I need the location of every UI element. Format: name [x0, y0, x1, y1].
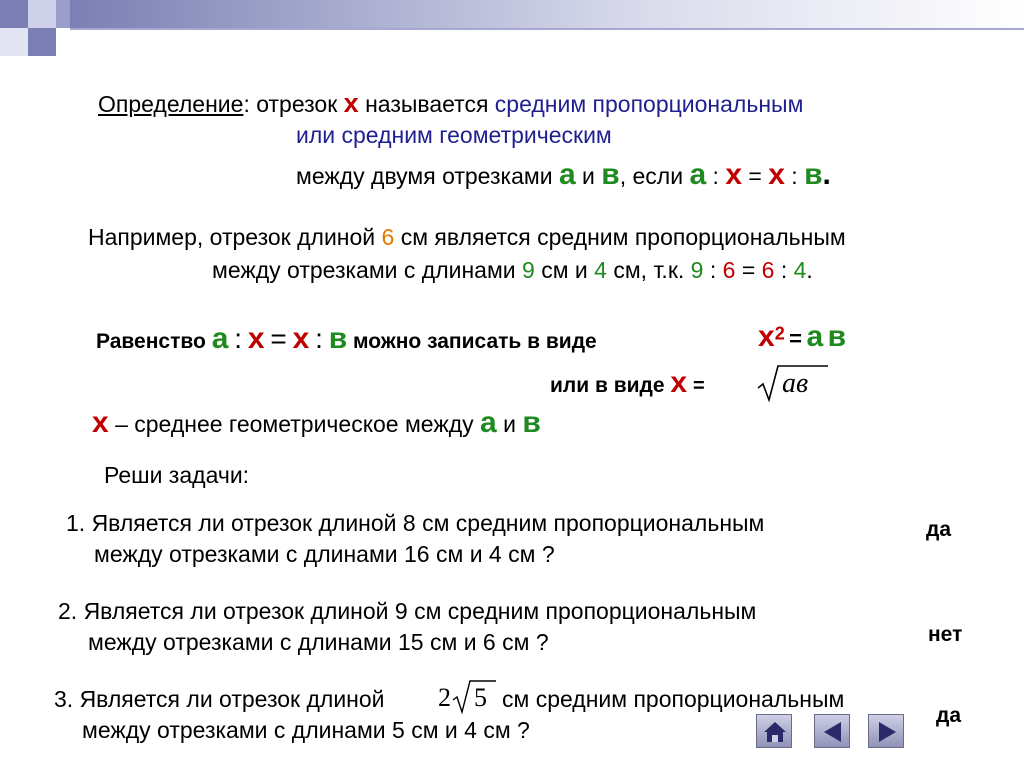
- var-a: а: [480, 406, 497, 439]
- text: отрезок: [256, 91, 338, 117]
- colon: :: [243, 91, 250, 117]
- ratio-sep: :: [315, 323, 323, 354]
- number: 6: [761, 257, 775, 283]
- text: называется: [365, 91, 489, 117]
- example-line-2: между отрезками с длинами 9 см и 4 см, т.к. 9 : 6 = 6 : 4.: [212, 257, 813, 283]
- var-b: в: [328, 322, 348, 355]
- var-b: в: [601, 158, 620, 191]
- text: и: [503, 411, 516, 437]
- var-x: х: [758, 320, 775, 353]
- equality-line: [96, 322, 597, 356]
- term-geometric-mean: или средним геометрическим: [296, 122, 612, 148]
- number: 4: [594, 257, 607, 283]
- definition-label: Определение: [98, 91, 244, 117]
- gm-definition-line: [92, 406, 541, 440]
- task-1-line-2: между отрезками с длинами 16 см и 4 см ?: [94, 541, 555, 567]
- ratio-sep: :: [791, 163, 798, 189]
- var-x: х: [768, 158, 785, 191]
- text: см является средним пропорциональным: [400, 224, 846, 250]
- var-b: в: [522, 406, 541, 439]
- text: , если: [619, 163, 684, 189]
- forward-button[interactable]: [868, 714, 904, 748]
- definition-line-1: [98, 88, 803, 119]
- var-b: в: [827, 320, 847, 353]
- task-3-line-2: между отрезками с длинами 5 см и 4 см ?: [82, 717, 530, 743]
- term-mean-proportional: средним пропорциональным: [494, 91, 804, 117]
- two-sqrt-five: [438, 678, 498, 716]
- ratio-sep: :: [234, 323, 242, 354]
- var-x: х: [247, 322, 265, 355]
- dot: .: [806, 257, 813, 283]
- task-3-line-1a: 3. Является ли отрезок длиной: [54, 686, 385, 712]
- back-button[interactable]: [814, 714, 850, 748]
- definition-line-2: [296, 122, 612, 149]
- var-a: а: [211, 322, 229, 355]
- number: 9: [522, 257, 535, 283]
- var-x: х: [670, 366, 688, 399]
- radicand: ав: [782, 368, 809, 399]
- equals: =: [270, 323, 287, 354]
- task-3-line-1b: см средним пропорциональным: [502, 686, 845, 712]
- var-x: х: [343, 88, 359, 118]
- task-1-answer: да: [926, 518, 952, 541]
- text: см, т.к.: [613, 257, 685, 283]
- dot: .: [822, 158, 831, 191]
- text: между отрезками с длинами: [212, 257, 516, 283]
- tasks-heading: Реши задачи:: [104, 462, 250, 488]
- arrow-right-icon: [869, 715, 905, 749]
- var-x: х: [725, 158, 742, 191]
- coefficient: 2: [438, 683, 451, 712]
- example-line-1: [88, 224, 846, 251]
- exponent: 2: [774, 323, 785, 344]
- task-2-line-1: 2. Является ли отрезок длиной 9 см средним пропорциональным: [58, 598, 757, 624]
- number: 4: [793, 257, 807, 283]
- x-squared-formula: [758, 320, 846, 354]
- var-a: а: [558, 158, 576, 191]
- ratio-sep: :: [712, 163, 719, 189]
- sqrt-ab: [756, 362, 828, 402]
- home-icon: [757, 715, 793, 749]
- number: 9: [690, 257, 704, 283]
- definition-line-3: [296, 158, 831, 192]
- task-2-answer: нет: [928, 623, 963, 646]
- equals: =: [789, 326, 803, 351]
- var-x: х: [92, 406, 109, 439]
- text: Равенство: [96, 330, 206, 353]
- text: Например, отрезок длиной: [88, 224, 376, 250]
- arrow-left-icon: [815, 715, 851, 749]
- number: 6: [722, 257, 736, 283]
- task-1-line-1: 1. Является ли отрезок длиной 8 см средним пропорциональным: [66, 510, 765, 536]
- text: и: [582, 163, 595, 189]
- equals: =: [748, 163, 762, 189]
- text: или в виде: [550, 374, 665, 397]
- text: можно записать в виде: [353, 330, 597, 353]
- var-a: а: [689, 158, 707, 191]
- number: 6: [381, 224, 395, 250]
- radicand: 5: [474, 683, 487, 712]
- text: – среднее геометрическое между: [115, 411, 474, 437]
- var-b: в: [804, 158, 823, 191]
- text: см и: [541, 257, 588, 283]
- var-x: х: [292, 322, 310, 355]
- task-2-line-2: между отрезками с длинами 15 см и 6 см ?: [88, 629, 549, 655]
- alt-form-line: [550, 366, 705, 400]
- equals: =: [692, 375, 705, 397]
- text: между двумя отрезками: [296, 163, 553, 189]
- home-button[interactable]: [756, 714, 792, 748]
- task-3-answer: да: [936, 704, 962, 727]
- var-a: а: [806, 320, 824, 353]
